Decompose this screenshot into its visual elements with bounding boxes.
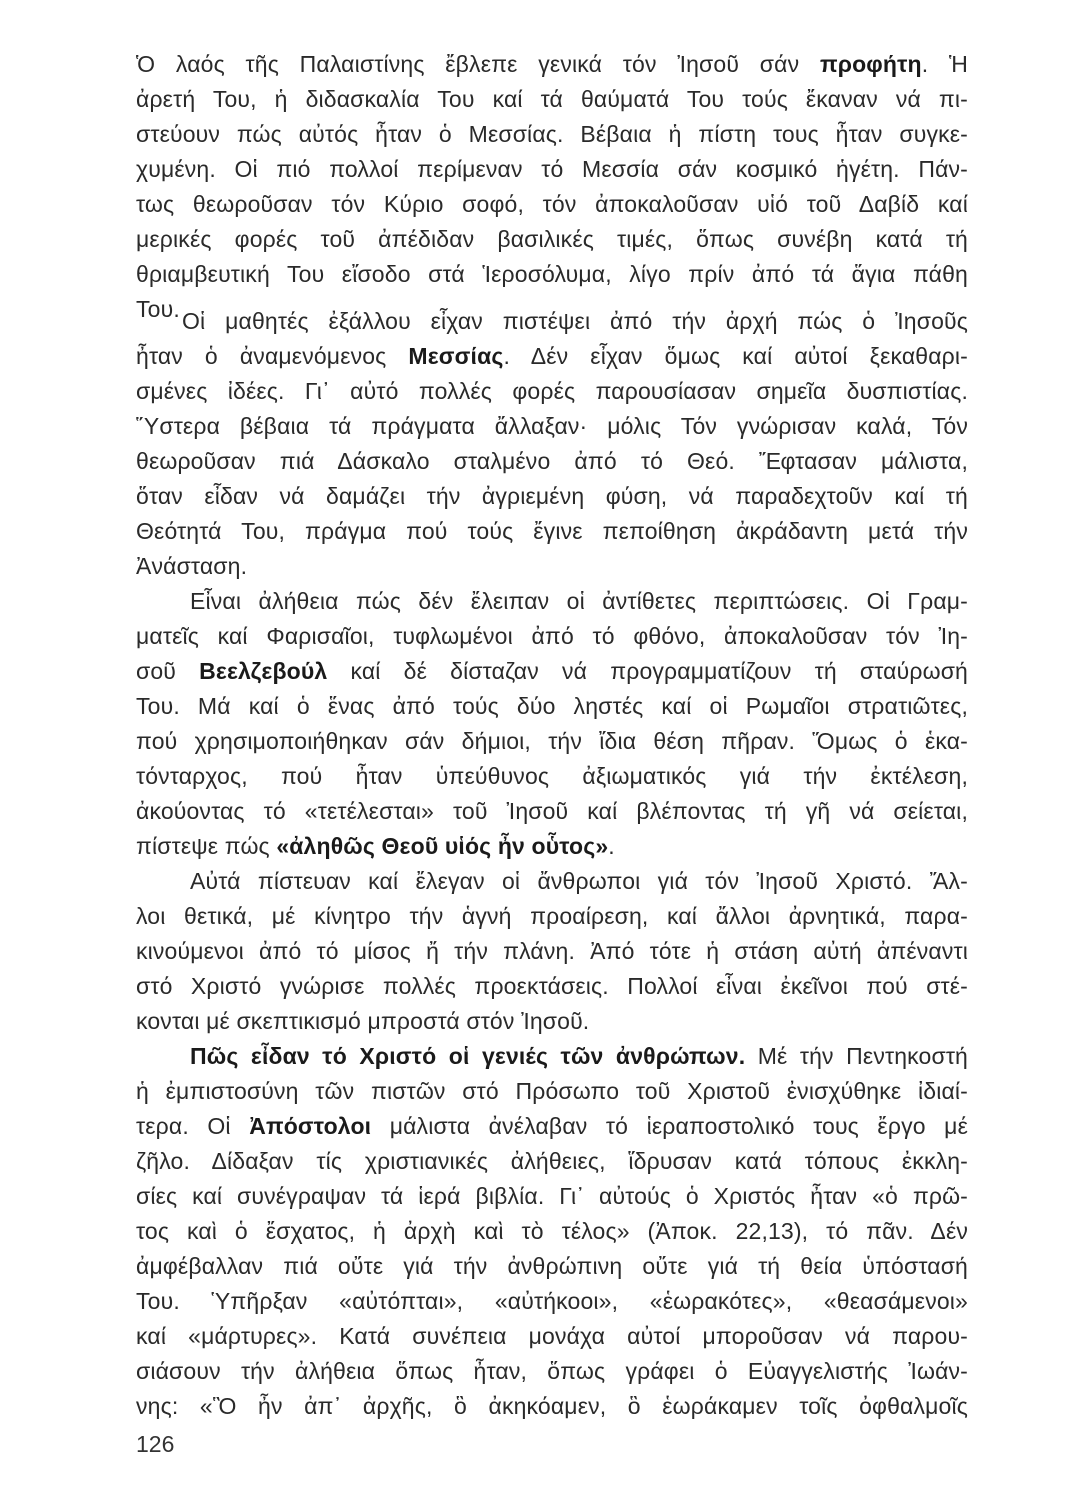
text-line: στεύουν πώς αὐτός ἦταν ὁ Μεσσίας. Βέβαια ἡ πίστη τους ἦταν συγκε- xyxy=(136,121,968,147)
text-line: σμένες ἰδέες. Γι᾽ αὐτό πολλές φορές παρουσίασαν σημεῖα δυσπιστίας. xyxy=(136,378,968,404)
text-line: τος καὶ ὁ ἔσχατος, ἡ ἀρχὴ καὶ τὸ τέλος» (Ἀποκ. 22,13), τό πᾶν. Δέν xyxy=(136,1218,968,1244)
text-line: ἀμφέβαλλαν πιά οὔτε γιά τήν ἀνθρώπινη οὔτε γιά τή θεία ὑπόστασή xyxy=(136,1253,968,1279)
section-heading-line: Πῶς εἶδαν τό Χριστό οἱ γενιές τῶν ἀνθρώπων. Μέ τήν Πεντηκοστή xyxy=(190,1043,968,1069)
text-line: Θεότητά Του, πράγμα πού τούς ἔγινε πεποίθηση ἀκράδαντη μετά τήν xyxy=(136,518,968,544)
text-line: λοι θετικά, μέ κίνητρο τήν ἁγνή προαίρεση, καί ἄλλοι ἀρνητικά, παρα- xyxy=(136,903,968,929)
text-line: Του. xyxy=(136,296,180,322)
text-line: τερα. Οἱ Ἀπόστολοι μάλιστα ἀνέλαβαν τό ἱεραποστολικό τους ἔργο μέ xyxy=(136,1113,968,1139)
text-line: ἀρετή Του, ἡ διδασκαλία Του καί τά θαύματά Του τούς ἔκαναν νά πι- xyxy=(136,86,968,112)
text-line: στό Χριστό γνώρισε πολλές προεκτάσεις. Πολλοί εἶναι ἐκεῖνοι πού στέ- xyxy=(136,973,968,999)
text-line: Του. Ὑπῆρξαν «αὐτόπται», «αὐτήκοοι», «ἑωρακότες», «θεασάμενοι» xyxy=(136,1288,968,1314)
text-line: θεωροῦσαν πιά Δάσκαλο σταλμένο ἀπό τό Θεό. Ἔφτασαν μάλιστα, xyxy=(136,448,968,474)
text-line: θριαμβευτική Του εἴσοδο στά Ἱεροσόλυμα, λίγο πρίν ἀπό τά ἅγια πάθη xyxy=(136,261,968,287)
text-line: σοῦ Βεελζεβούλ καί δέ δίσταζαν νά προγραμματίζουν τή σταύρωσή xyxy=(136,658,968,684)
text-line: ματεῖς καί Φαρισαῖοι, τυφλωμένοι ἀπό τό φθόνο, ἀποκαλοῦσαν τόν Ἰη- xyxy=(136,623,968,649)
text-line: πού χρησιμοποιήθηκαν σάν δήμιοι, τήν ἴδια θέση πῆραν. Ὅμως ὁ ἑκα- xyxy=(136,728,968,754)
text-line: ζῆλο. Δίδαξαν τίς χριστιανικές ἀλήθειες, ἵδρυσαν κατά τόπους ἐκκλη- xyxy=(136,1148,968,1174)
page-number: 126 xyxy=(136,1431,175,1457)
text-line: μερικές φορές τοῦ ἀπέδιδαν βασιλικές τιμές, ὅπως συνέβη κατά τή xyxy=(136,226,968,252)
text-line: νης: «Ὃ ἦν ἀπ᾽ ἀρχῆς, ὃ ἀκηκόαμεν, ὃ ἑωράκαμεν τοῖς ὀφθαλμοῖς xyxy=(136,1393,968,1419)
text-line: Ὕστερα βέβαια τά πράγματα ἄλλαξαν· μόλις Τόν γνώρισαν καλά, Τόν xyxy=(136,413,968,439)
text-line: ἡ ἐμπιστοσύνη τῶν πιστῶν στό Πρόσωπο τοῦ Χριστοῦ ἐνισχύθηκε ἰδιαί- xyxy=(136,1078,968,1104)
text-line: τόνταρχος, πού ἦταν ὑπεύθυνος ἀξιωματικός γιά τήν ἐκτέλεση, xyxy=(136,763,968,789)
text-line: τως θεωροῦσαν τόν Κύριο σοφό, τόν ἀποκαλοῦσαν υἱό τοῦ Δαβίδ καί xyxy=(136,191,968,217)
text-line: Ἀνάσταση. xyxy=(136,553,248,579)
text-line: ἀκούοντας τό «τετέλεσται» τοῦ Ἰησοῦ καί βλέποντας τή γῆ νά σείεται, xyxy=(136,798,968,824)
text-line: σιάσουν τήν ἀλήθεια ὅπως ἦταν, ὅπως γράφει ὁ Εὐαγγελιστής Ἰωάν- xyxy=(136,1358,968,1384)
text-line: Του. Μά καί ὁ ἕνας ἀπό τούς δύο ληστές καί οἱ Ρωμαῖοι στρατιῶτες, xyxy=(136,693,968,719)
text-line: χυμένη. Οἱ πιό πολλοί περίμεναν τό Μεσσία σάν κοσμικό ἡγέτη. Πάν- xyxy=(136,156,968,182)
text-line: Εἶναι ἀλήθεια πώς δέν ἔλειπαν οἱ ἀντίθετες περιπτώσεις. Οἱ Γραμ- xyxy=(190,588,968,614)
text-line: Οἱ μαθητές ἐξάλλου εἶχαν πιστέψει ἀπό τήν ἀρχή πώς ὁ Ἰησοῦς xyxy=(182,308,968,334)
text-line: κονται μέ σκεπτικισμό μπροστά στόν Ἰησοῦ. xyxy=(136,1008,590,1034)
text-line: ἦταν ὁ ἀναμενόμενος Μεσσίας. Δέν εἶχαν ὅμως καί αὐτοί ξεκαθαρι- xyxy=(136,343,968,369)
text-line: κινούμενοι ἀπό τό μίσος ἤ τήν πλάνη. Ἀπό τότε ἡ στάση αὐτή ἀπέναντι xyxy=(136,938,968,964)
text-line: καί «μάρτυρες». Κατά συνέπεια μονάχα αὐτοί μποροῦσαν νά παρου- xyxy=(136,1323,968,1349)
text-line: Αὐτά πίστευαν καί ἔλεγαν οἱ ἄνθρωποι γιά τόν Ἰησοῦ Χριστό. Ἄλ- xyxy=(190,868,968,894)
text-line: ὅταν εἶδαν νά δαμάζει τήν ἀγριεμένη φύση, νά παραδεχτοῦν καί τή xyxy=(136,483,968,509)
text-line: σίες καί συνέγραψαν τά ἱερά βιβλία. Γι᾽ αὐτούς ὁ Χριστός ἦταν «ὁ πρῶ- xyxy=(136,1183,968,1209)
text-line: πίστεψε πώς «ἀληθῶς Θεοῦ υἱός ἦν οὗτος». xyxy=(136,833,615,859)
text-line: Ὁ λαός τῆς Παλαιστίνης ἔβλεπε γενικά τόν Ἰησοῦ σάν προφήτη. Ἡ xyxy=(136,51,968,77)
